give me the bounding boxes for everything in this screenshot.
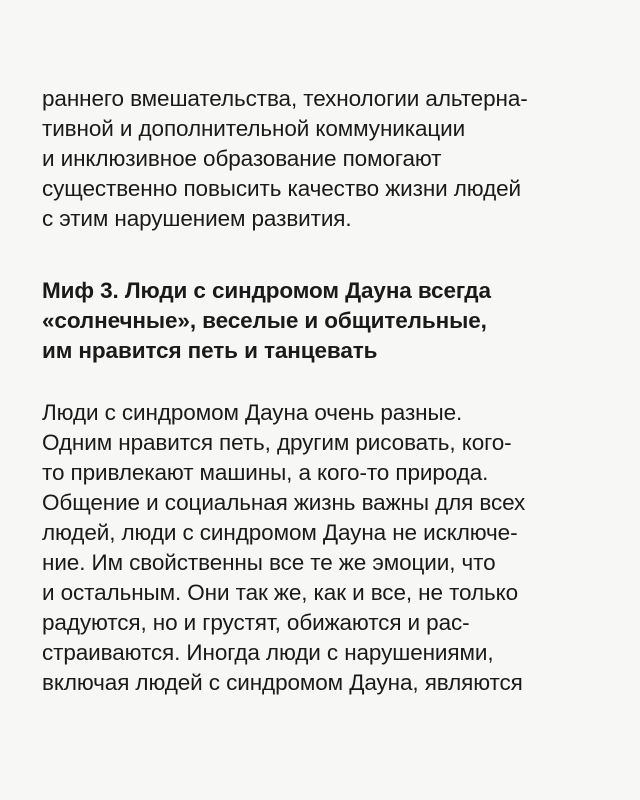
text-line: и остальным. Они так же, как и все, не только bbox=[42, 580, 518, 605]
paragraph-people-are-different bbox=[42, 398, 612, 698]
text-line: Одним нравится петь, другим рисовать, кого- bbox=[42, 430, 512, 455]
text-line: с этим нарушением развития. bbox=[42, 206, 352, 231]
text-line: людей, люди с синдромом Дауна не исключе- bbox=[42, 520, 518, 545]
paragraph-early-intervention bbox=[42, 84, 612, 234]
text-line: ние. Им свойственны все те же эмоции, что bbox=[42, 550, 496, 575]
text-line: Люди с синдромом Дауна очень разные. bbox=[42, 400, 463, 425]
text-line: то привлекают машины, а кого-то природа. bbox=[42, 460, 489, 485]
text-line: и инклюзивное образование помогают bbox=[42, 146, 442, 171]
text-line: Общение и социальная жизнь важны для всех bbox=[42, 490, 526, 515]
section-heading-myth-3 bbox=[42, 276, 612, 366]
heading-line: «солнечные», веселые и общительные, bbox=[42, 308, 487, 333]
text-line: существенно повысить качество жизни людей bbox=[42, 176, 521, 201]
text-line: включая людей с синдромом Дауна, являются bbox=[42, 670, 523, 695]
text-line: тивной и дополнительной коммуникации bbox=[42, 116, 466, 141]
heading-line: им нравится петь и танцевать bbox=[42, 338, 378, 363]
text-line: радуются, но и грустят, обижаются и рас- bbox=[42, 610, 470, 635]
text-line: страиваются. Иногда люди с нарушениями, bbox=[42, 640, 494, 665]
heading-line: Миф 3. Люди с синдромом Дауна всегда bbox=[42, 278, 491, 303]
text-line: раннего вмешательства, технологии альтерна- bbox=[42, 86, 528, 111]
